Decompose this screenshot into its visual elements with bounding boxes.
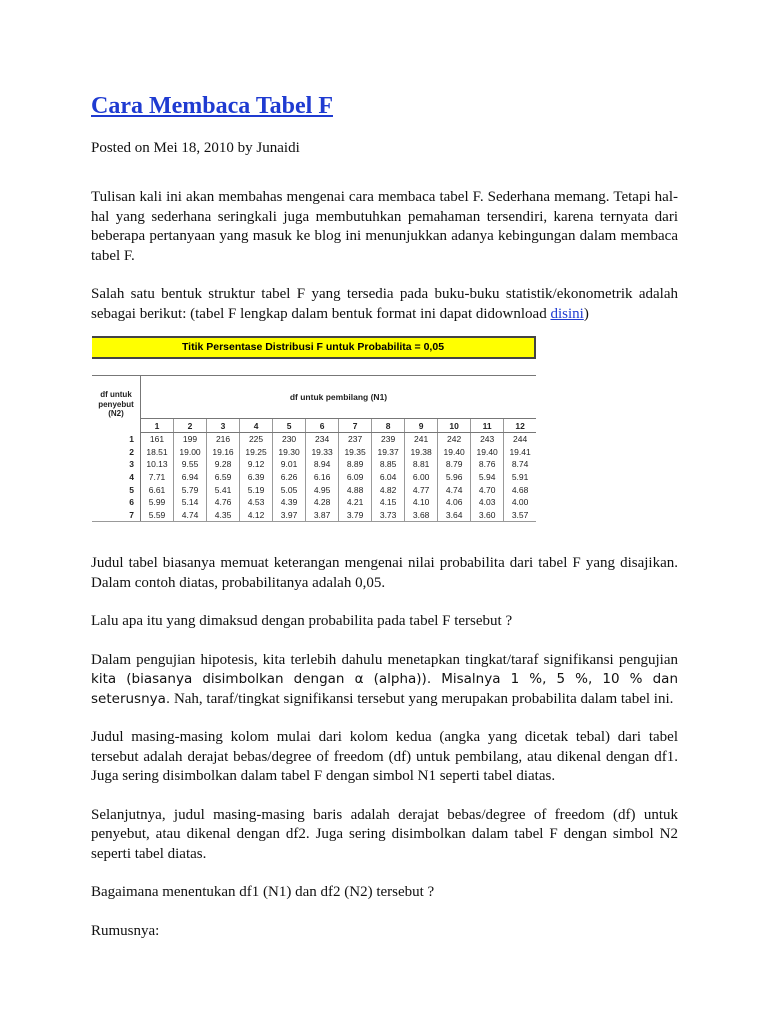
table-cell: 244 — [512, 434, 528, 445]
paragraph-text: ) — [583, 305, 589, 322]
paragraph-row-headers: Selanjutnya, judul masing-masing baris adalah derajat bebas/degree of freedom (df) untuk penyebut, atau dikenal dengan df2. Juga sering disimbolkan dalam tabel F dengan simbol N2 seperti tabel diatas. — [91, 806, 678, 862]
table-cell: 199 — [174, 433, 207, 446]
paragraph-question-probability: Lalu apa itu yang dimaksud dengan probabilita pada tabel F tersebut ? — [91, 613, 513, 629]
column-number: 5 — [273, 419, 306, 433]
table-cell: 8.85 — [372, 458, 405, 471]
table-cell: 19.40 — [438, 446, 471, 459]
download-link[interactable]: disini — [550, 305, 584, 322]
table-cell: 5.79 — [174, 483, 207, 496]
paragraph-text-alpha: kita (biasanya disimbolkan dengan α (alpha)). Misalnya 1 %, 5 %, 10 % dan seterusnya. — [91, 671, 678, 707]
table-cell: 6.59 — [207, 471, 240, 484]
paragraph-text: Salah satu bentuk struktur tabel F yang tersedia pada buku-buku statistik/ekonometrik adalah sebagai berikut: (tabel F lengkap dalam bentuk format ini dapat didownload — [91, 286, 678, 322]
column-number: 1 — [141, 419, 174, 433]
paragraph-table-title: Judul tabel biasanya memuat keterangan mengenai nilai probabilita dari tabel F yang disajikan. Dalam contoh diatas, probabilitanya adalah 0,05. — [91, 555, 678, 591]
column-number: 2 — [174, 419, 207, 433]
row-number: 5 — [92, 483, 141, 496]
table-cell: 3.64 — [438, 509, 471, 522]
column-number: 8 — [372, 419, 405, 433]
column-number: 3 — [207, 419, 240, 433]
table-cell: 4.12 — [240, 509, 273, 522]
table-cell: 4.10 — [405, 496, 438, 509]
table-cell: 8.74 — [511, 459, 529, 470]
column-number: 12 — [504, 419, 536, 433]
table-cell: 4.74 — [438, 483, 471, 496]
row-number: 2 — [92, 446, 141, 459]
table-cell: 3.57 — [504, 509, 536, 522]
table-row — [92, 496, 536, 509]
table-cell: 4.77 — [405, 483, 438, 496]
table-cell: 8.76 — [471, 458, 504, 471]
table-cell: 5.99 — [141, 496, 174, 509]
table-cell: 5.14 — [174, 496, 207, 509]
table-cell: 5.96 — [438, 471, 471, 484]
table-cell: 4.82 — [372, 483, 405, 496]
table-cell: 3.60 — [471, 509, 504, 522]
table-cell: 4.03 — [471, 496, 504, 509]
table-cell: 6.04 — [372, 471, 405, 484]
table-cell: 3.73 — [372, 509, 405, 522]
table-cell: 7.71 — [141, 471, 174, 484]
table-cell: 8.94 — [306, 458, 339, 471]
table-cell: 4.28 — [306, 496, 339, 509]
table-cell: 19.41 — [509, 446, 531, 457]
table-cell: 5.41 — [207, 483, 240, 496]
table-cell: 234 — [306, 433, 339, 446]
paragraph-table-structure — [91, 285, 678, 324]
table-cell: 243 — [471, 433, 504, 446]
table-cell: 4.88 — [339, 483, 372, 496]
table-cell: 10.13 — [141, 458, 174, 471]
table-cell: 6.09 — [339, 471, 372, 484]
table-cell: 3.68 — [405, 509, 438, 522]
row-number: 3 — [92, 458, 141, 471]
table-cell: 6.00 — [405, 471, 438, 484]
row-header-line: df untuk — [100, 390, 132, 399]
paragraph-hypothesis — [91, 651, 678, 710]
row-number: 1 — [92, 433, 141, 446]
table-cell: 19.30 — [273, 446, 306, 459]
table-cell: 19.37 — [372, 446, 405, 459]
table-cell: 19.25 — [240, 446, 273, 459]
table-cell: 19.38 — [405, 446, 438, 459]
row-number: 4 — [92, 471, 141, 484]
post-meta: Posted on Mei 18, 2010 by Junaidi — [91, 140, 300, 156]
paragraph-column-headers: Judul masing-masing kolom mulai dari kolom kedua (angka yang dicetak tebal) dari tabel tersebut adalah derajat bebas/degree of freedom (df) untuk pembilang, atau dikenal dengan df1. Juga sering disimbolkan dalam tabel F dengan simbol N1 seperti tabel diatas. — [91, 729, 678, 784]
row-header-line: (N2) — [108, 409, 124, 418]
table-cell: 4.15 — [372, 496, 405, 509]
paragraph-formula: Rumusnya: — [91, 922, 160, 939]
table-cell: 6.94 — [174, 471, 207, 484]
table-cell: 4.95 — [306, 483, 339, 496]
column-number: 10 — [438, 419, 471, 433]
f-table-image — [92, 336, 536, 522]
table-cell: 19.40 — [471, 446, 504, 459]
f-table — [92, 375, 536, 522]
column-number: 11 — [471, 419, 504, 433]
table-cell: 19.16 — [207, 446, 240, 459]
table-cell: 241 — [405, 433, 438, 446]
table-cell: 225 — [240, 433, 273, 446]
table-cell: 6.39 — [240, 471, 273, 484]
column-number: 6 — [306, 419, 339, 433]
row-number: 7 — [92, 509, 141, 522]
table-cell: 9.12 — [240, 458, 273, 471]
table-cell: 4.06 — [438, 496, 471, 509]
table-cell: 3.97 — [273, 509, 306, 522]
post-title-link[interactable]: Cara Membaca Tabel F — [91, 93, 333, 119]
table-cell: 5.05 — [273, 483, 306, 496]
table-cell: 4.68 — [511, 484, 529, 495]
row-number: 6 — [92, 496, 141, 509]
row-header-line: penyebut — [98, 399, 134, 409]
table-cell: 237 — [339, 433, 372, 446]
table-cell: 8.79 — [438, 458, 471, 471]
table-cell: 5.19 — [240, 483, 273, 496]
paragraph-text: Dalam pengujian hipotesis, kita terlebih dahulu menetapkan tingkat/taraf signifikansi pengujian — [91, 651, 678, 668]
table-cell: 4.53 — [240, 496, 273, 509]
table-cell: 4.70 — [471, 483, 504, 496]
table-cell: 6.61 — [141, 483, 174, 496]
table-cell: 239 — [372, 433, 405, 446]
table-cell: 5.91 — [511, 472, 529, 483]
table-cell: 4.21 — [339, 496, 372, 509]
paragraph-question-df: Bagaimana menentukan df1 (N1) dan df2 (N2) tersebut ? — [91, 884, 435, 900]
column-number: 4 — [240, 419, 273, 433]
table-cell: 9.01 — [273, 458, 306, 471]
table-cell: 4.39 — [273, 496, 306, 509]
table-cell: 5.94 — [471, 471, 504, 484]
table-cell: 4.74 — [174, 509, 207, 522]
table-row — [92, 483, 536, 496]
table-cell: 242 — [438, 433, 471, 446]
table-row — [92, 509, 536, 522]
table-row — [92, 471, 536, 484]
table-cell: 4.35 — [207, 509, 240, 522]
table-cell: 5.59 — [141, 509, 174, 522]
table-cell: 230 — [273, 433, 306, 446]
table-cell: 216 — [207, 433, 240, 446]
table-cell: 3.79 — [339, 509, 372, 522]
table-cell: 8.81 — [405, 458, 438, 471]
table-cell: 18.51 — [141, 446, 174, 459]
table-cell: 19.35 — [339, 446, 372, 459]
table-row — [92, 458, 536, 471]
table-cell: 9.28 — [207, 458, 240, 471]
table-cell: 8.89 — [339, 458, 372, 471]
table-cell: 6.16 — [306, 471, 339, 484]
f-table-banner: Titik Persentase Distribusi F untuk Probabilita = 0,05 — [92, 336, 536, 359]
table-cell: 3.87 — [306, 509, 339, 522]
table-cell: 19.33 — [306, 446, 339, 459]
paragraph-intro: Tulisan kali ini akan membahas mengenai cara membaca tabel F. Sederhana memang. Tetapi hal-hal yang sederhana seringkali juga membutuhkan pemahaman tersendiri, karena ternyata dari beberapa pertanyaan yang masuk ke blog ini menunjukkan adanya kebingungan dalam membaca tabel F. — [91, 189, 678, 264]
table-cell: 4.00 — [511, 497, 529, 508]
table-row — [92, 433, 536, 446]
table-cell: 6.26 — [273, 471, 306, 484]
table-cell: 19.00 — [174, 446, 207, 459]
table-row — [92, 446, 536, 459]
column-number: 9 — [405, 419, 438, 433]
row-header — [92, 376, 141, 433]
table-cell: 161 — [141, 433, 174, 446]
post-title — [91, 92, 678, 120]
table-cell: 4.76 — [207, 496, 240, 509]
column-number: 7 — [339, 419, 372, 433]
table-cell: 9.55 — [174, 458, 207, 471]
paragraph-text: Nah, taraf/tingkat signifikansi tersebut yang merupakan probabilita dalam tabel ini. — [170, 690, 674, 707]
column-group-header: df untuk pembilang (N1) — [141, 376, 537, 419]
